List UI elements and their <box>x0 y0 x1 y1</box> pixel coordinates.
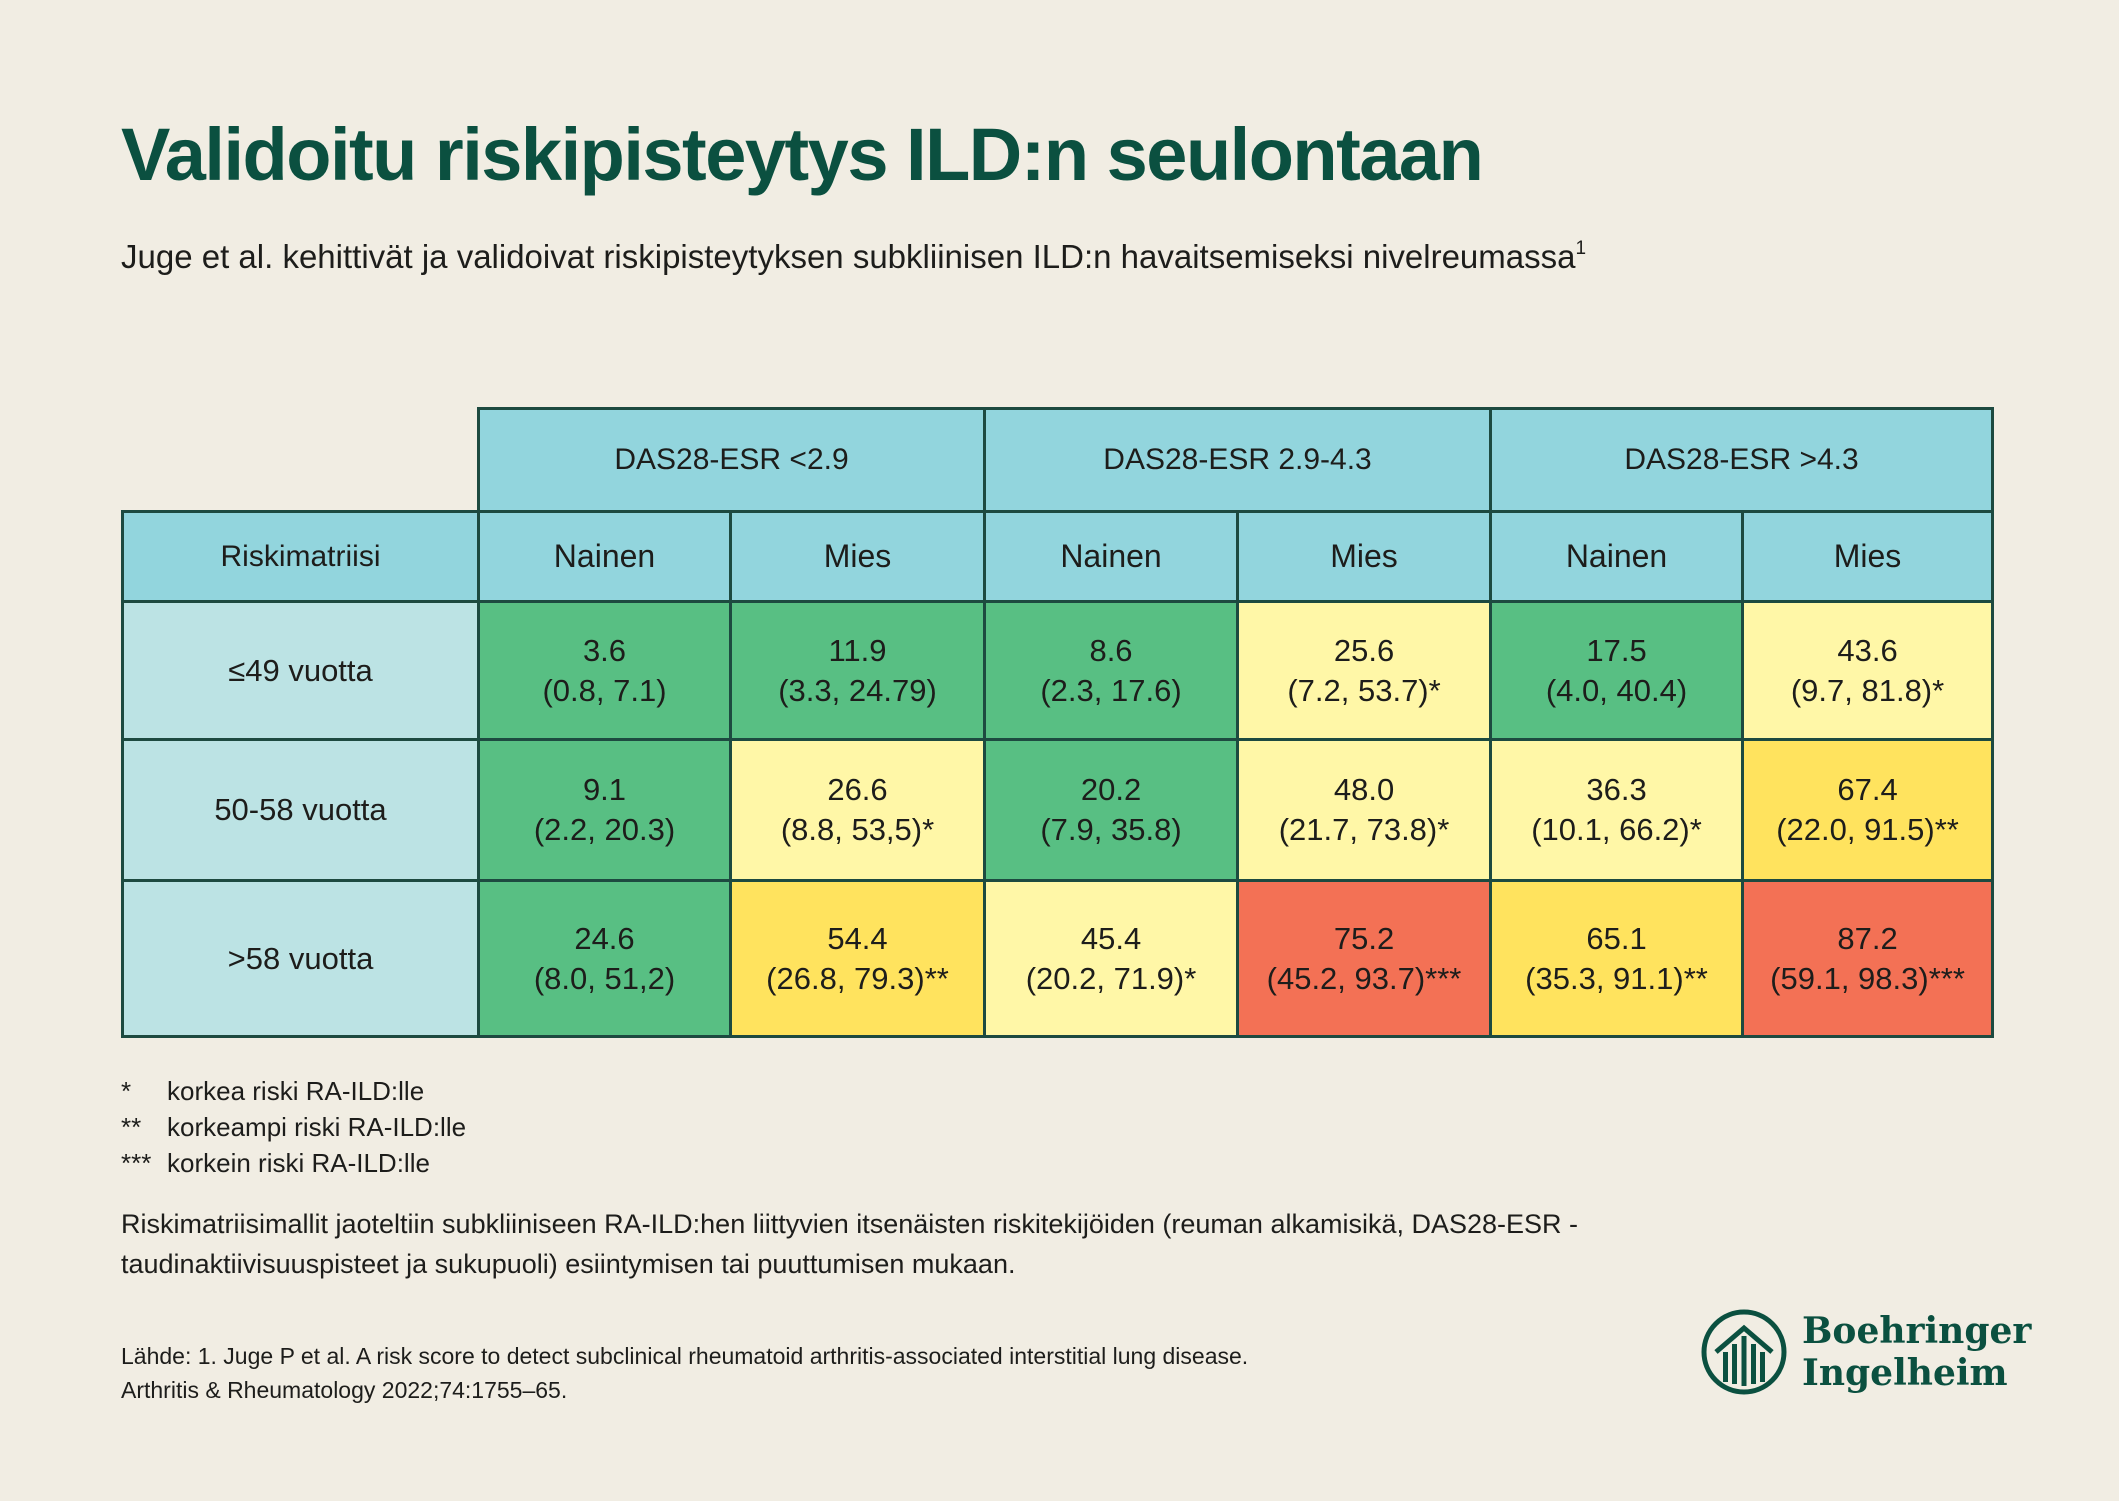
confidence-interval: (35.3, 91.1)** <box>1525 960 1708 996</box>
confidence-interval: (7.2, 53.7)* <box>1287 672 1441 708</box>
subtitle-text: Juge et al. kehittivät ja validoivat riskipisteytyksen subkliinisen ILD:n havaitsemiseksi nivelreumassa <box>121 238 1576 275</box>
confidence-interval: (3.3, 24.79) <box>778 672 937 708</box>
subheader-female: Nainen <box>1491 512 1743 602</box>
legend-mark: *** <box>121 1148 152 1178</box>
risk-value: 75.2 <box>1333 920 1395 956</box>
group-header-das-low: DAS28-ESR <2.9 <box>479 409 985 512</box>
risk-cell <box>479 740 731 881</box>
risk-cell <box>1238 881 1491 1037</box>
legend-item <box>121 1145 466 1181</box>
risk-cell <box>731 602 985 740</box>
subheader-male: Mies <box>1238 512 1491 602</box>
confidence-interval: (9.7, 81.8)* <box>1790 672 1945 708</box>
risk-cell <box>985 602 1238 740</box>
logo-line: Boehringer <box>1802 1310 2032 1352</box>
risk-value: 8.6 <box>1089 632 1133 668</box>
risk-value: 26.6 <box>827 772 888 807</box>
subtitle-reference: 1 <box>1575 238 1587 259</box>
risk-cell <box>1491 740 1743 881</box>
boehringer-ingelheim-logo-icon <box>1700 1308 1788 1396</box>
risk-value: 87.2 <box>1837 920 1898 956</box>
confidence-interval: (10.1, 66.2)* <box>1531 812 1702 847</box>
confidence-interval: (7.9, 35.8) <box>1040 812 1182 847</box>
page-subtitle <box>121 238 1586 276</box>
page-title: Validoitu riskipisteytys ILD:n seulontaan <box>121 113 1483 196</box>
group-header-das-high: DAS28-ESR >4.3 <box>1491 409 1993 512</box>
risk-cell <box>1743 881 1993 1037</box>
table-row <box>123 602 1993 740</box>
risk-cell <box>479 881 731 1037</box>
confidence-interval: (22.0, 91.5)** <box>1776 812 1959 847</box>
risk-value: 65.1 <box>1586 920 1647 956</box>
confidence-interval: (8.0, 51,2) <box>533 960 676 996</box>
risk-value: 48.0 <box>1333 772 1395 807</box>
risk-value: 25.6 <box>1333 632 1395 668</box>
risk-cell <box>1491 602 1743 740</box>
risk-legend <box>121 1073 466 1181</box>
legend-mark: ** <box>121 1112 142 1142</box>
age-group-label: 50-58 vuotta <box>123 740 479 881</box>
source-line: Lähde: 1. Juge P et al. A risk score to detect subclinical rheumatoid arthritis-associated interstitial lung disease. <box>121 1343 1249 1369</box>
confidence-interval: (20.2, 71.9)* <box>1025 960 1197 996</box>
risk-cell <box>1491 881 1743 1037</box>
risk-cell <box>985 740 1238 881</box>
group-header-das-mid: DAS28-ESR 2.9-4.3 <box>985 409 1491 512</box>
source-reference <box>121 1339 1621 1407</box>
confidence-interval: (21.7, 73.8)* <box>1278 812 1450 847</box>
confidence-interval: (2.2, 20.3) <box>533 812 676 847</box>
confidence-interval: (59.1, 98.3)*** <box>1770 960 1965 996</box>
methodology-note: Riskimatriisimallit jaoteltiin subkliiniseen RA-ILD:hen liittyvien itsenäisten riskitekijöiden (reuman alkamisikä, DAS28-ESR -taudinaktiivisuuspisteet ja sukupuoli) esiintymisen tai puuttumisen mukaan. <box>121 1209 1579 1279</box>
risk-cell <box>1238 602 1491 740</box>
logo-wordmark <box>1802 1310 2031 1394</box>
risk-cell <box>1743 740 1993 881</box>
boehringer-ingelheim-logo <box>1700 1308 2031 1396</box>
risk-matrix-corner-label: Riskimatriisi <box>123 512 479 602</box>
source-line: Arthritis & Rheumatology 2022;74:1755–65. <box>121 1377 568 1403</box>
subheader-male: Mies <box>731 512 985 602</box>
logo-line: Ingelheim <box>1802 1352 2008 1394</box>
risk-cell <box>1238 740 1491 881</box>
subheader-female: Nainen <box>985 512 1238 602</box>
table-corner-blank <box>123 409 479 512</box>
risk-cell <box>1743 602 1993 740</box>
legend-item <box>121 1109 466 1145</box>
risk-value: 45.4 <box>1080 920 1142 956</box>
risk-value: 43.6 <box>1837 632 1898 668</box>
risk-cell <box>731 740 985 881</box>
confidence-interval: (0.8, 7.1) <box>542 672 667 708</box>
risk-cell <box>985 881 1238 1037</box>
subheader-male: Mies <box>1743 512 1993 602</box>
risk-value: 17.5 <box>1586 632 1647 668</box>
risk-value: 24.6 <box>574 920 635 956</box>
table-row <box>123 740 1993 881</box>
risk-value: 54.4 <box>827 920 888 956</box>
confidence-interval: (4.0, 40.4) <box>1545 672 1688 708</box>
age-group-label: >58 vuotta <box>123 881 479 1037</box>
subheader-female: Nainen <box>479 512 731 602</box>
risk-value: 9.1 <box>582 772 627 807</box>
group-header-row <box>123 409 1993 512</box>
table-row <box>123 881 1993 1037</box>
legend-mark: * <box>121 1076 132 1106</box>
sex-header-row <box>123 512 1993 602</box>
confidence-interval: (8.8, 53,5)* <box>780 812 935 847</box>
confidence-interval: (2.3, 17.6) <box>1040 672 1182 708</box>
risk-value: 3.6 <box>582 632 627 668</box>
confidence-interval: (26.8, 79.3)** <box>766 960 949 996</box>
risk-cell <box>731 881 985 1037</box>
confidence-interval: (45.2, 93.7)*** <box>1266 960 1462 996</box>
risk-matrix-table <box>121 407 1994 1038</box>
risk-value: 36.3 <box>1586 772 1647 807</box>
legend-text: korkea riski RA-ILD:lle <box>167 1076 425 1106</box>
age-group-label: ≤49 vuotta <box>123 602 479 740</box>
legend-text: korkeampi riski RA-ILD:lle <box>167 1112 467 1142</box>
legend-item <box>121 1073 466 1109</box>
risk-value: 67.4 <box>1837 772 1898 807</box>
risk-cell <box>479 602 731 740</box>
risk-value: 20.2 <box>1080 772 1142 807</box>
legend-text: korkein riski RA-ILD:lle <box>167 1148 430 1178</box>
risk-value: 11.9 <box>828 632 887 668</box>
